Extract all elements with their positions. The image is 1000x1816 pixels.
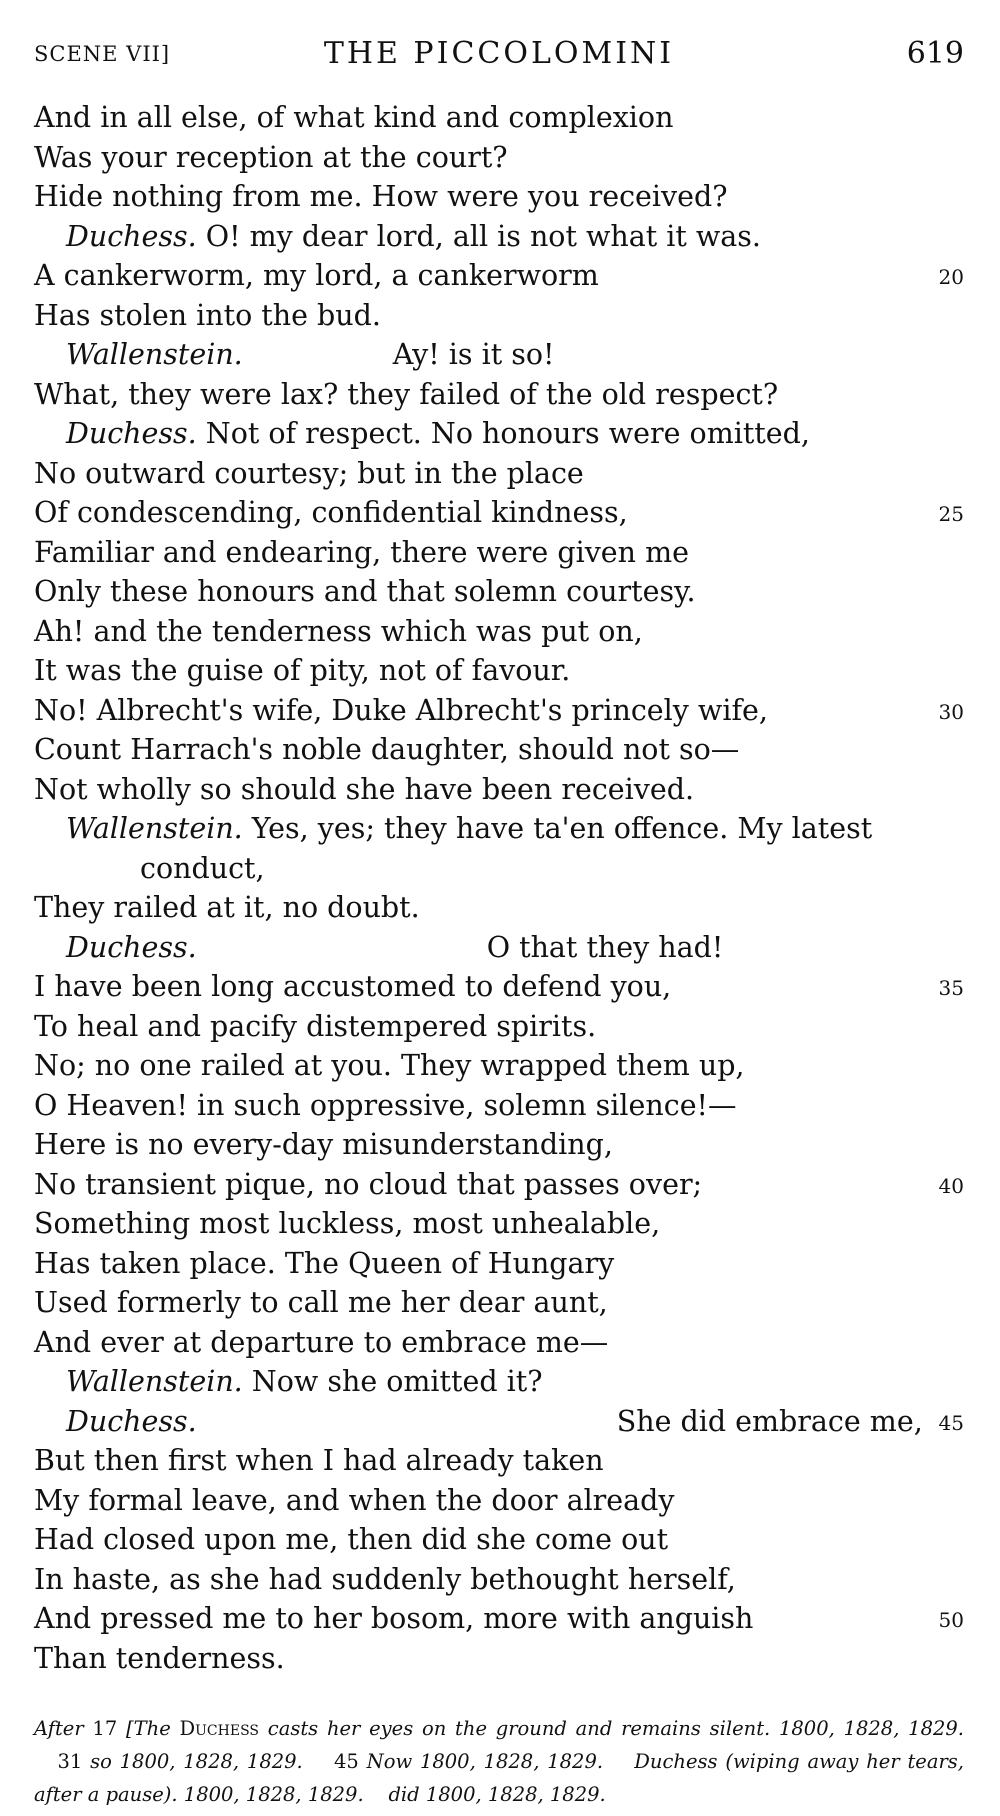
verse-line: Has taken place. The Queen of Hungary bbox=[34, 1246, 615, 1280]
verse-line: My formal leave, and when the door already bbox=[34, 1483, 675, 1517]
verse-line: In haste, as she had suddenly bethought herself, bbox=[34, 1562, 736, 1596]
verse-line: Ah! and the tenderness which was put on, bbox=[34, 614, 643, 648]
verse-line: No outward courtesy; but in the place bbox=[34, 456, 584, 490]
verse-line: Has stolen into the bud. bbox=[34, 298, 381, 332]
speaker-name: Duchess. bbox=[66, 930, 197, 964]
verse-line: Wallenstein. Now she omitted it? bbox=[66, 1365, 543, 1398]
verse-line: conduct, bbox=[140, 851, 265, 885]
verse-line: A cankerworm, my lord, a cankerworm 20 bbox=[34, 256, 964, 296]
verse-line: Duchess. She did embrace me, 45 bbox=[34, 1402, 964, 1442]
verse-line: Duchess. Not of respect. No honours were omitted, bbox=[66, 417, 810, 450]
verse-line: Than tenderness. bbox=[34, 1641, 285, 1675]
verse-line: To heal and pacify distempered spirits. bbox=[34, 1009, 597, 1043]
verse-line: And pressed me to her bosom, more with anguish 50 bbox=[34, 1599, 964, 1639]
verse-line: It was the guise of pity, not of favour. bbox=[34, 654, 571, 687]
verse-line: No! Albrecht's wife, Duke Albrecht's princely wife, 30 bbox=[34, 691, 964, 731]
verse-line: Here is no every-day misunderstanding, bbox=[34, 1128, 613, 1161]
verse-line: No; no one railed at you. They wrapped them up, bbox=[34, 1049, 745, 1082]
running-header bbox=[34, 36, 964, 76]
verse-line: Familiar and endearing, there were given me bbox=[34, 535, 689, 569]
verse-line: Something most luckless, most unhealable, bbox=[34, 1207, 661, 1240]
line-number: 40 bbox=[938, 1173, 964, 1198]
verse-text bbox=[34, 98, 964, 1678]
verse-line: No transient pique, no cloud that passes over; 40 bbox=[34, 1165, 964, 1205]
speaker-name: Duchess. bbox=[66, 1404, 197, 1438]
speaker-name: Duchess. bbox=[66, 417, 197, 450]
verse-line: What, they were lax? they failed of the old respect? bbox=[34, 377, 779, 411]
verse-line: Duchess. O that they had! bbox=[66, 930, 724, 964]
verse-line: And ever at departure to embrace me— bbox=[34, 1325, 609, 1359]
verse-line: Had closed upon me, then did she come out bbox=[34, 1523, 669, 1556]
page-number: 619 bbox=[906, 36, 964, 71]
speaker-name: Wallenstein. bbox=[66, 1365, 243, 1398]
verse-line: Of condescending, confidential kindness, 25 bbox=[34, 493, 964, 533]
scene-label: SCENE VII] bbox=[34, 42, 171, 66]
speaker-name: Duchess. bbox=[66, 219, 197, 253]
page-title: THE PICCOLOMINI bbox=[323, 36, 675, 71]
speaker-name: Wallenstein. bbox=[66, 338, 243, 371]
verse-line: Was your reception at the court? bbox=[34, 140, 508, 174]
verse-line: Wallenstein. Yes, yes; they have ta'en offence. My latest bbox=[66, 812, 873, 845]
speaker-name: Wallenstein. bbox=[66, 812, 243, 845]
line-number: 35 bbox=[938, 976, 964, 1000]
verse-line: Used formerly to call me her dear aunt, bbox=[34, 1286, 608, 1319]
verse-line: And in all else, of what kind and complexion bbox=[34, 101, 674, 134]
verse-line: Hide nothing from me. How were you received? bbox=[34, 180, 728, 213]
verse-line: Duchess. O! my dear lord, all is not what it was. bbox=[66, 219, 761, 253]
line-number: 20 bbox=[938, 265, 964, 289]
verse-line: Only these honours and that solemn courtesy. bbox=[34, 575, 696, 608]
verse-line: I have been long accustomed to defend you, 35 bbox=[34, 967, 964, 1007]
verse-line: They railed at it, no doubt. bbox=[34, 891, 420, 924]
line-number: 25 bbox=[938, 502, 964, 526]
line-number: 50 bbox=[938, 1608, 964, 1632]
verse-line: Not wholly so should she have been received. bbox=[34, 772, 695, 806]
textual-notes: After 17 [The Duchess casts her eyes on the ground and remains silent. 1800, 1828, 1829. 31 so 1800, 1828, 1829. 45 Now 1800, 1828, 1829. Duchess (wiping away her tears, after a pause). 1800, 1828, 1829. did 1800, 1828, 1829. bbox=[34, 1717, 964, 1806]
verse-line: O Heaven! in such oppressive, solemn silence!— bbox=[34, 1088, 737, 1122]
verse-line: Wallenstein. Ay! is it so! bbox=[66, 338, 555, 371]
line-number: 45 bbox=[938, 1410, 964, 1435]
verse-line: Count Harrach's noble daughter, should not so— bbox=[34, 733, 740, 766]
line-number: 30 bbox=[938, 699, 964, 724]
verse-line: But then first when I had already taken bbox=[34, 1444, 604, 1477]
